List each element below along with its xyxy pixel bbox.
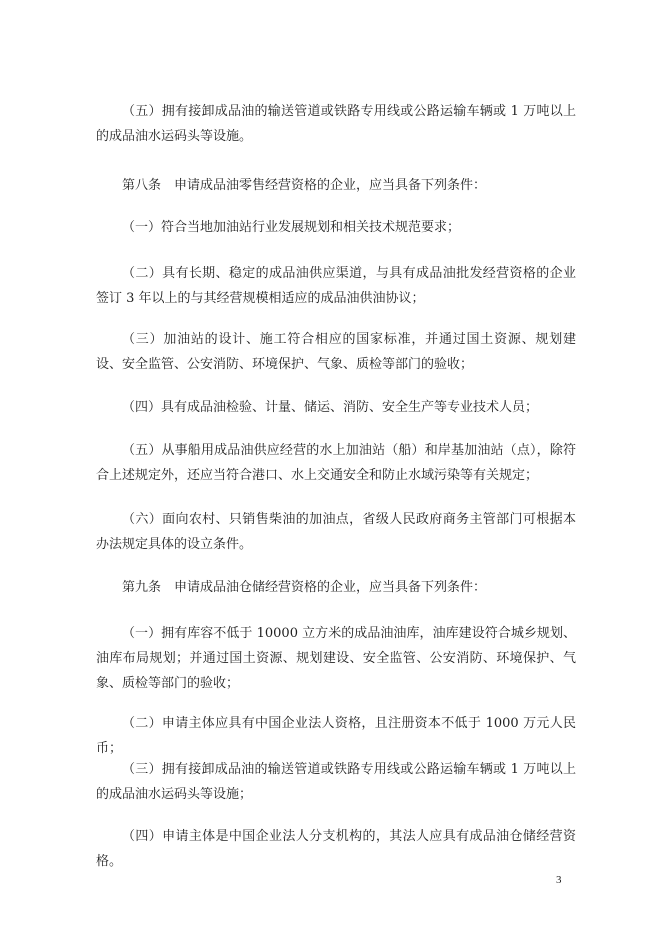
paragraph-7: （五）从事船用成品油供应经营的水上加油站（船）和岸基加油站（点），除符合上述规定外，还应当符合港口、水上交通安全和防止水域污染等有关规定； [96,443,576,483]
paragraph-10: （一）拥有库容不低于 10000 立方米的成品油油库，油库建设符合城乡规划、油库布局规划；并通过国土资源、规划建设、安全监管、公安消防、环境保护、气象、质检等部门的验收； [96,626,576,691]
article-8-heading: 第八条 申请成品油零售经营资格的企业，应当具备下列条件： [122,178,487,193]
article-9-heading: 第九条 申请成品油仓储经营资格的企业，应当具备下列条件： [122,580,487,595]
paragraph-8: （六）面向农村、只销售柴油的加油点，省级人民政府商务主管部门可根据本办法规定具体的设立条件。 [96,512,576,552]
paragraph-4: （二）具有长期、稳定的成品油供应渠道，与具有成品油批发经营资格的企业签订 3 年以上的与其经营规模相适应的成品油供油协议； [96,266,576,306]
paragraph-3: （一）符合当地加油站行业发展规划和相关技术规范要求； [122,220,461,235]
paragraph-11: （二）申请主体应具有中国企业法人资格，且注册资本不低于 1000 万元人民币； [96,716,576,756]
paragraph-13: （四）申请主体是中国企业法人分支机构的，其法人应具有成品油仓储经营资格。 [96,829,576,869]
paragraph-1: （五）拥有接卸成品油的输送管道或铁路专用线或公路运输车辆或 1 万吨以上的成品油水运码头等设施。 [96,104,576,144]
page-number: 3 [556,874,562,886]
paragraph-5: （三）加油站的设计、施工符合相应的国家标准，并通过国土资源、规划建设、安全监管、公安消防、环境保护、气象、质检等部门的验收； [96,332,576,372]
paragraph-12: （三）拥有接卸成品油的输送管道或铁路专用线或公路运输车辆或 1 万吨以上的成品油水运码头等设施； [96,762,576,802]
paragraph-6: （四）具有成品油检验、计量、储运、消防、安全生产等专业技术人员； [122,400,539,415]
